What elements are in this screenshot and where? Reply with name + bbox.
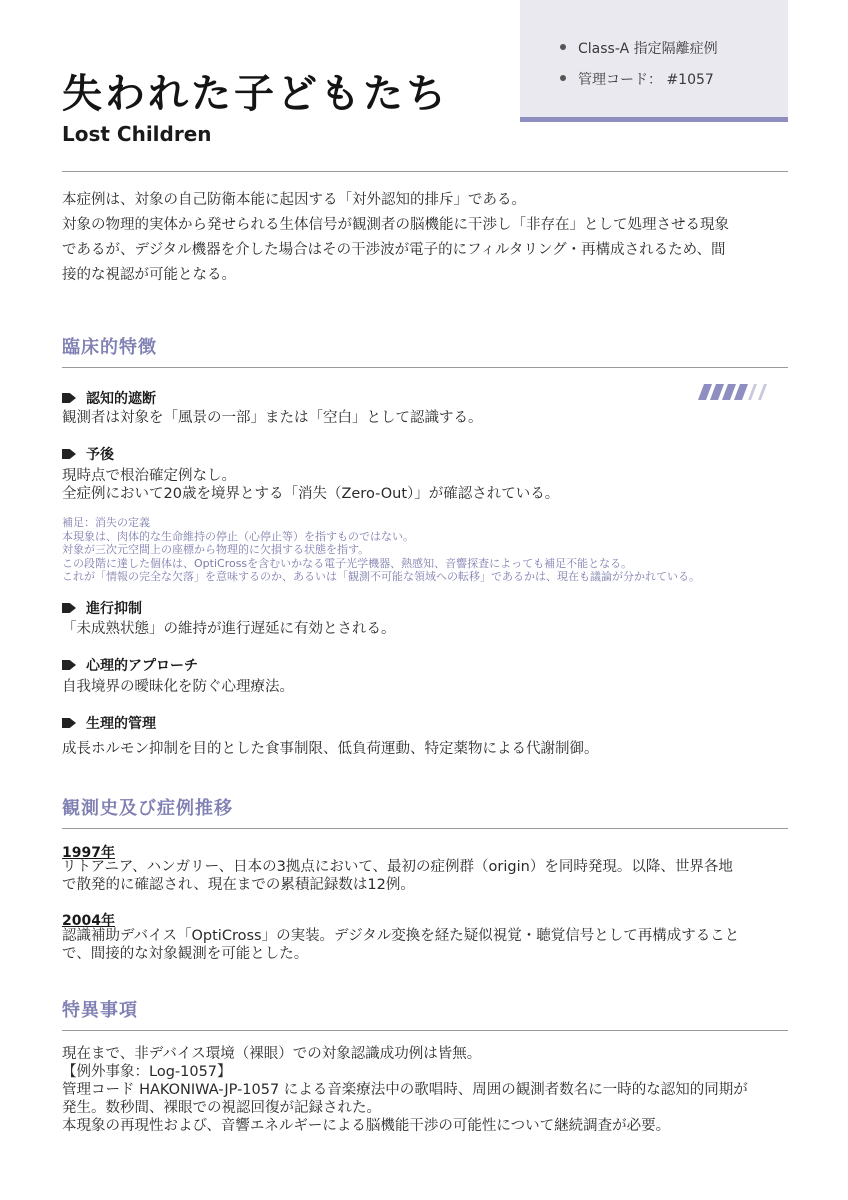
arrow-icon xyxy=(62,603,76,613)
item-heading: 予後 xyxy=(62,444,114,464)
item-heading: 心理的アプローチ xyxy=(62,655,198,675)
section-heading-clinical: 臨床的特徴 xyxy=(62,337,157,358)
year-label: 2004年 xyxy=(62,913,115,929)
item-body: 観測者は対象を「風景の一部」または「空白」として認識する。 xyxy=(62,410,483,426)
special-body: 現在まで、非デバイス環境（裸眼）での対象認識成功例は皆無。 【例外事象：Log-1057】 管理コード HAKONIWA-JP-1057 による音楽療法中の歌唱時、周囲の観測者数名に一時的な認知的同期が 発生。数秒間、裸眼での視認回復が記録された。 本現象の再現性および、音響エネルギーによる脳機能干渉の可能性について継続調査が必要。 xyxy=(62,1046,748,1134)
divider xyxy=(62,367,788,368)
section-heading-history: 観測史及び症例推移 xyxy=(62,798,233,819)
section-heading-special: 特異事項 xyxy=(62,1000,138,1021)
item-body: 現時点で根治確定例なし。 全症例において20歳を境界とする「消失（Zero-Out）」が確認されている。 xyxy=(62,468,560,502)
year-label: 1997年 xyxy=(62,845,115,861)
note-block: 補足：消失の定義 本現象は、肉体的な生命維持の停止（心停止等）を指すものではない。 対象が三次元空間上の座標から物理的に欠損する状態を指す。 この段階に達した個体は、OptiCrossを含むいかなる電子光学機器、熱感知、音響探査によっても補足不能となる。 これが「情報の完全な欠落」を意味するのか、あるいは「観測不可能な領域への転移」であるかは、現在も議論が分かれている。 xyxy=(62,516,700,583)
divider xyxy=(62,1030,788,1031)
arrow-icon xyxy=(62,718,76,728)
stripes-decoration xyxy=(698,384,778,400)
meta-class: Class-A 指定隔離症例 xyxy=(578,38,788,58)
item-heading: 生理的管理 xyxy=(62,713,156,733)
item-heading: 認知的遮断 xyxy=(62,388,156,408)
meta-box xyxy=(520,0,788,122)
divider xyxy=(62,828,788,829)
meta-code: 管理コード： #1057 xyxy=(578,69,788,89)
history-entry: リトアニア、ハンガリー、日本の3拠点において、最初の症例群（origin）を同時発現。以降、世界各地 で散発的に確認され、現在までの累積記録数は12例。 xyxy=(62,859,733,893)
item-body: 成長ホルモン抑制を目的とした食事制限、低負荷運動、特定薬物による代謝制御。 xyxy=(62,741,599,757)
intro-text: 本症例は、対象の自己防衛本能に起因する「対外認知的排斥」である。 対象の物理的実体から発せられる生体信号が観測者の脳機能に干渉し「非存在」として処理させる現象 であるが、デジタル機器を介した場合はその干渉波が電子的にフィルタリング・再構成されるため、間 接的な視認が可能となる。 xyxy=(62,192,729,283)
page-title: 失われた子どもたち xyxy=(62,71,449,117)
page-subtitle: Lost Children xyxy=(62,122,212,146)
item-body: 「未成熟状態」の維持が進行遅延に有効とされる。 xyxy=(62,621,396,637)
item-body: 自我境界の曖昧化を防ぐ心理療法。 xyxy=(62,679,294,695)
history-entry: 認識補助デバイス「OptiCross」の実装。デジタル変換を経た疑似視覚・聴覚信号として再構成すること で、間接的な対象観測を可能とした。 xyxy=(62,928,740,962)
arrow-icon xyxy=(62,449,76,459)
arrow-icon xyxy=(62,393,76,403)
divider xyxy=(62,171,788,172)
item-heading: 進行抑制 xyxy=(62,598,142,618)
arrow-icon xyxy=(62,660,76,670)
